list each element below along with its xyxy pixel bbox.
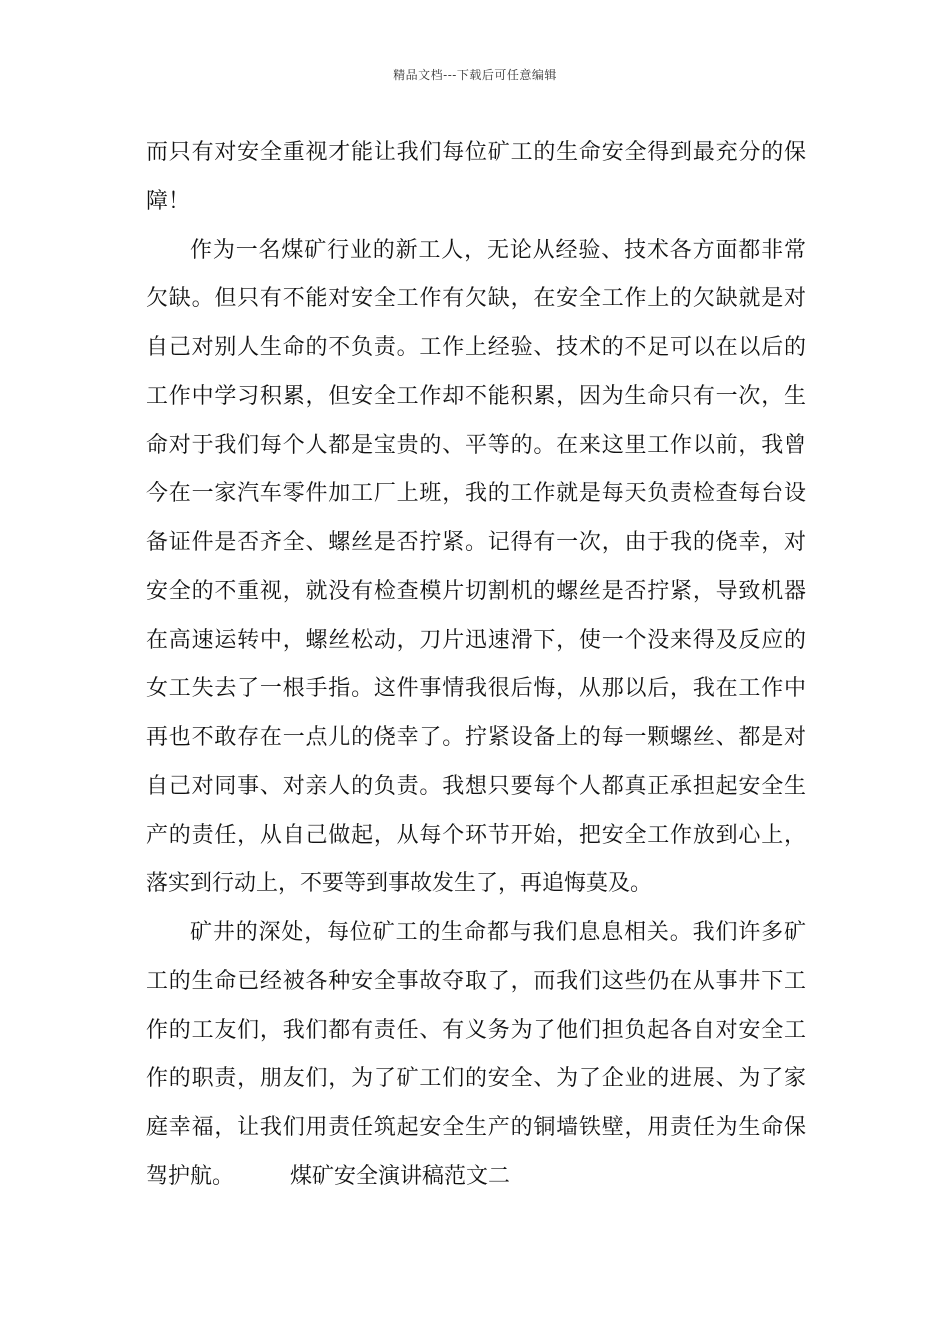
text-line: 在高速运转中，螺丝松动，刀片迅速滑下，使一个没来得及反应的: [146, 627, 806, 653]
page-header: 精品文档---下载后可任意编辑: [393, 68, 557, 82]
text-line: 欠缺。但只有不能对安全工作有欠缺，在安全工作上的欠缺就是对: [146, 286, 806, 312]
text-line: 工的生命已经被各种安全事故夺取了，而我们这些仍在从事井下工: [146, 968, 806, 994]
text-line: 庭幸福，让我们用责任筑起安全生产的铜墙铁壁，用责任为生命保: [146, 1115, 806, 1140]
text-line: 今在一家汽车零件加工厂上班，我的工作就是每天负责检查每台设: [146, 481, 806, 507]
text-line: 再也不敢存在一点儿的侥幸了。拧紧设备上的每一颗螺丝、都是对: [146, 725, 806, 750]
text-line: 而只有对安全重视才能让我们每位矿工的生命安全得到最充分的保: [146, 140, 806, 165]
text-line: 作的职责，朋友们，为了矿工们的安全、为了企业的进展、为了家: [146, 1066, 806, 1092]
text-line: 备证件是否齐全、螺丝是否拧紧。记得有一次，由于我的侥幸，对: [146, 530, 806, 555]
text-line: 落实到行动上，不要等到事故发生了，再追悔莫及。: [146, 871, 653, 897]
text-line: 产的责任，从自己做起，从每个环节开始，把安全工作放到心上，: [146, 822, 806, 848]
text-line: 命对于我们每个人都是宝贵的、平等的。在来这里工作以前，我曾: [146, 432, 806, 458]
paragraph-start-line: 作为一名煤矿行业的新工人，无论从经验、技术各方面都非常: [190, 237, 806, 263]
text-line: 工作中学习积累，但安全工作却不能积累，因为生命只有一次，生: [146, 383, 806, 409]
text-line: 障！: [146, 188, 191, 214]
text-line: 安全的不重视，就没有检查模片切割机的螺丝是否拧紧，导致机器: [146, 578, 806, 604]
text-line: 作的工友们，我们都有责任、有义务为了他们担负起各自对安全工: [146, 1017, 806, 1043]
final-line: [146, 1153, 806, 1202]
next-section-title: 煤矿安全演讲稿范文二: [290, 1163, 511, 1189]
document-body: [146, 129, 806, 1202]
paragraph-start-line: 矿井的深处，每位矿工的生命都与我们息息相关。我们许多矿: [190, 920, 806, 945]
text-line: 自己对同事、对亲人的负责。我想只要每个人都真正承担起安全生: [146, 773, 806, 799]
text-line: 自己对别人生命的不负责。工作上经验、技术的不足可以在以后的: [146, 335, 806, 360]
text-line: 女工失去了一根手指。这件事情我很后悔，从那以后，我在工作中: [146, 676, 806, 702]
text-line-end: 驾护航。: [146, 1163, 235, 1189]
